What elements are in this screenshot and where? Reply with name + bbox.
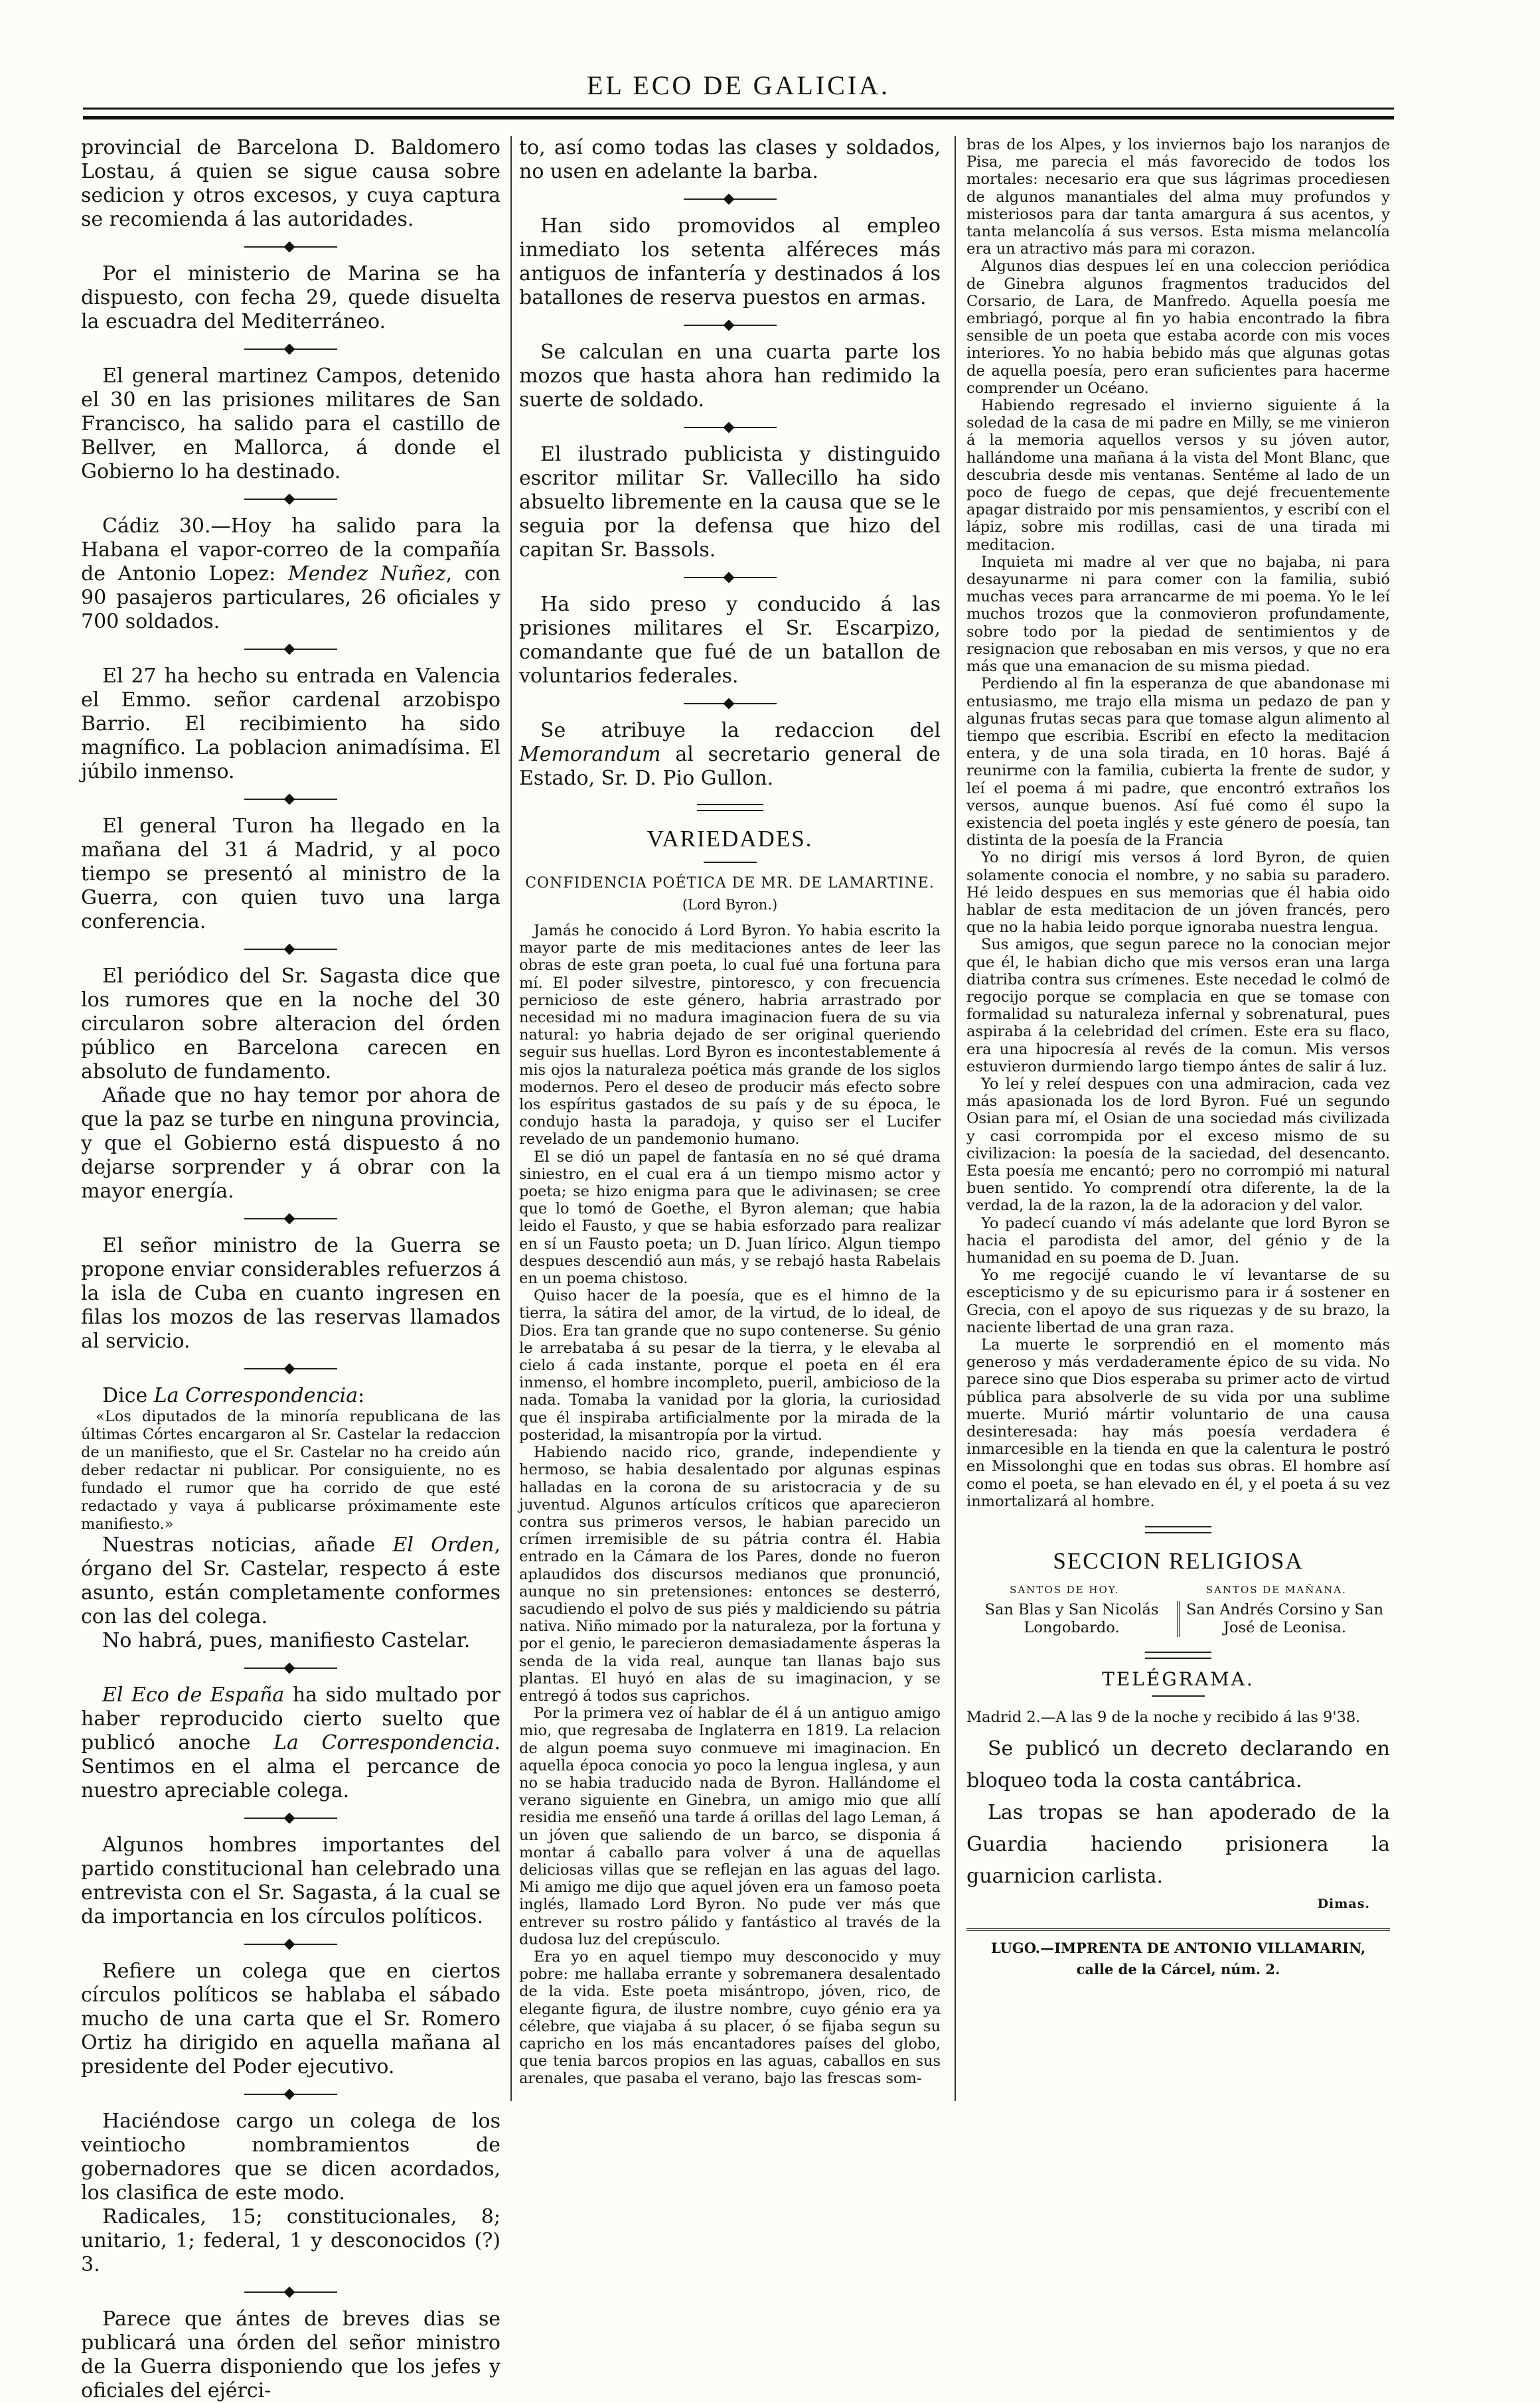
article-paragraph: Habiendo nacido rico, grande, independiente y hermoso, se habia desalentado por algunas espinas halladas en la corona de su aristocracia y de su juventud. Algunos artículos críticos que aparecieron contra sus primeros versos, le habian parecido un crímen irremisible de su pátria contra él. Habia entrado en la Cámara de los Pares, donde no fueron aplaudidos dos discursos medianos que pronunció, aunque no sin pretensiones: entonces se desterró, sacudiendo el polvo de sus piés y maldiciendo su pátria nativa. Niño mimado por la naturaleza, por la fortuna y por el genio, le parecieron demasiadamente ásperas la senda de la vida real, aunque tan llanas bajo sus plantas. El huyó en alas de su imaginacion, y se entregó á todos sus caprichos. (519, 1444, 941, 1705)
news-item: Cádiz 30.—Hoy ha salido para la Habana el vapor-correo de la compañía de Antonio Lopez: Mendez Nuñez, con 90 pasajeros particulares, 26 oficiales y 700 soldados. (81, 514, 501, 633)
separator (684, 198, 777, 200)
news-item: El general martinez Campos, detenido el 30 en las prisiones militares de San Francisco, ha salido para el castillo de Bellver, en Mallorca, á donde el Gobierno lo ha destinado. (81, 364, 501, 483)
news-item: El 27 ha hecho su entrada en Valencia el Emmo. señor cardenal arzobispo Barrio. El recibimiento ha sido magnífico. La poblacion animadísima. El júbilo inmenso. (81, 664, 501, 783)
article-paragraph: La muerte le sorprendió en el momento más generoso y más verdaderamente épico de su vida. No parece sino que Dios esperaba su primer acto de virtud pública para absolverle de su vida por una sublime muerte. Murió mártir voluntario de una causa desinteresada: hay más poesía verdadera é inmarcesible en la tienda en que la calentura le postró en Missolonghi que en todas sus obras. El hombre así como el poeta, se han elevado en él, y el poeta á su vez inmortalizará al hombre. (966, 1336, 1390, 1510)
double-rule (697, 804, 763, 811)
masthead-title: EL ECO DE GALICIA. (586, 70, 891, 100)
document-name: Memorandum (519, 743, 661, 766)
santos-manana-label: SANTOS DE MAÑANA. (1205, 1584, 1347, 1596)
telegram-text: Las tropas se han apoderado de la Guardia haciendo prisionera la guarnicion carlista. (966, 1801, 1390, 1889)
short-rule (704, 862, 757, 863)
news-item: El Eco de España ha sido multado por haber reproducido cierto suelto que publicó anoche La Correspondencia. Sentimos en el alma el percance de nuestro apreciable colega. (81, 1683, 501, 1802)
ship-name: Mendez Nuñez (287, 562, 446, 585)
imprint-rule (966, 1928, 1390, 1931)
news-item: El ilustrado publicista y distinguido escritor militar Sr. Vallecillo ha sido absuelto libremente en la causa que se le seguia por la defensa que hizo del capitan Sr. Bassols. (519, 443, 941, 562)
separator (244, 1818, 337, 1819)
separator (244, 246, 337, 248)
news-item: Nuestras noticias, añade El Orden, órgano del Sr. Castelar, respecto á este asunto, están completamente conformes con las del colega. (81, 1533, 501, 1628)
separator (244, 499, 337, 500)
article-paragraph: Algunos dias despues leí en una coleccion periódica de Ginebra algunos fragmentos traducidos del Corsario, de Lara, de Manfredo. Aquella poesía me embriagó, porque al fin yo habia encontrado la fibra sensible de un poeta que estaba acorde con mis voces interiores. Yo no habia bebido más que algunas gotas de aquella poesía, pero eran suficientes para hacerme comprender un Océano. (966, 258, 1390, 397)
news-item: Parece que ántes de breves dias se publicará una órden del señor ministro de la Guerra disponiendo que los jefes y oficiales del ejérci- (81, 2307, 501, 2402)
saints-row (966, 1601, 1390, 1637)
news-item: Se calculan en una cuarta parte los mozos que hasta ahora han redimido la suerte de soldado. (519, 341, 941, 412)
newspaper-name: La Correspondencia (273, 1731, 495, 1754)
santos-hoy-names: San Blas y San Nicolás Longobardo. (966, 1601, 1180, 1637)
telegram-text: Se publicó un decreto declarando en bloqueo toda la costa cantábrica. (966, 1737, 1390, 1793)
separator (684, 703, 777, 704)
news-item: El señor ministro de la Guerra se propone enviar considerables refuerzos á la isla de Cuba en cuanto ingresen en filas los mozos de las reservas llamados al servicio. (81, 1234, 501, 1353)
news-item: Haciéndose cargo un colega de los veintiocho nombramientos de gobernadores que se dicen acordados, los clasifica de este modo. (81, 2110, 501, 2205)
column-divider (510, 136, 512, 2101)
column-1 (81, 136, 501, 2403)
separator (244, 1944, 337, 1945)
saints-headers (966, 1584, 1390, 1596)
article-paragraph: Jamás he conocido á Lord Byron. Yo habia escrito la mayor parte de mis meditaciones antes de leer las obras de este gran poeta, lo cual fué una fortuna para mí. El poder silvestre, pintoresco, y con frecuencia pernicioso de este género, habria arrastrado por necesidad mi no madura imaginacion fuera de su via natural: yo habria dejado de ser original queriendo seguir sus huellas. Lord Byron es incontestablemente á mis ojos la naturaleza poética más grande de los siglos modernos. Pero el deseo de producir más efecto sobre los espíritus gastados de su país y de su época, le condujo hasta la paradoja, y quiso ser el Lucifer revelado de un pandemonio humano. (519, 922, 941, 1148)
article-paragraph: Perdiendo al fin la esperanza de que abandonase mi entusiasmo, me trajo ella misma un pedazo de pan y algunas frutas secas para que tomase algun alimento al tiempo que escribia. Escribí en efecto la meditacion entera, y de una sola tirada, en 10 horas. Bajé á reunirme con la familia, cubierta la frente de sudor, y leí el poema á mi padre, que encontró extraños los versos, aunque buenos. Así fué como él supo la existencia del poeta inglés y este género de poesía, tan distinta de la poesía de la Francia (966, 675, 1390, 850)
telegram-title: TELÉGRAMA. (1102, 1668, 1255, 1691)
article-title: CONFIDENCIA POÉTICA DE MR. DE LAMARTINE. (525, 875, 935, 891)
article-paragraph: Inquieta mi madre al ver que no bajaba, ni para desayunarme ni para comer con la familia, subió muchas veces para arrancarme de mi poema. Yo le leí muchos trozos que la conmovieron profundamente, sobre todo por la piedad de sentimientos y de resignacion que rebosaban en mis versos, y que no era más que una emanacion de su misma piedad. (966, 553, 1390, 676)
santos-manana-names: San Andrés Corsino y San José de Leonisa. (1186, 1601, 1383, 1637)
news-item: Dice La Correspondencia: (102, 1384, 365, 1407)
newspaper-name: El Eco de España (102, 1683, 285, 1707)
separator (244, 649, 337, 650)
double-rule (1145, 1652, 1211, 1659)
article-paragraph: Yo leí y releí despues con una admiracion, cada vez más apasionada los de lord Byron. Fué un segundo Osian para mí, el Osian de una sociedad más civilizada y casi corrompida por el exceso mismo de su civilizacion: la poesía de la saciedad, del desencanto. Esta poesía me encantó; pero no corrompió mi natural buen sentido. Yo comprendí otra diferente, la de la verdad, la de la razon, la de la adoracion y del valor. (966, 1075, 1390, 1215)
double-rule (1145, 1526, 1211, 1533)
column-divider (955, 136, 956, 2101)
newspaper-name: La Correspondencia (153, 1384, 358, 1407)
news-item: Algunos hombres importantes del partido constitucional han celebrado una entrevista con el Sr. Sagasta, á la cual se da importancia en los círculos políticos. (81, 1833, 501, 1928)
news-item: to, así como todas las clases y soldados, no usen en adelante la barba. (519, 136, 941, 183)
newspaper-name: El Orden (392, 1533, 495, 1557)
article-paragraph: Sus amigos, que segun parece no la conocian mejor que él, le habian dicho que mis versos eran una larga diatriba contra sus crímenes. Este necedad le colmó de regocijo porque se complacia en que se tomase con formalidad su naturaleza infernal y sobrenatural, pues aspiraba á la celebridad del crímen. Este era su flaco, era una hipocresía al revés de la comun. Mis versos estuvieron durmiendo largo tiempo ántes de salir á luz. (966, 936, 1390, 1075)
article-paragraph: Yo padecí cuando ví más adelante que lord Byron se hacia el parodista del amor, del génio y de la humanidad en su poema de D. Juan. (966, 1214, 1390, 1267)
masthead-rule (83, 108, 1394, 119)
separator (244, 2291, 337, 2293)
separator (244, 949, 337, 950)
news-item: El periódico del Sr. Sagasta dice que los rumores que en la noche del 30 circularon sobre alteracion del órden público en Barcelona carecen en absoluto de fundamento. (81, 965, 501, 1083)
separator (684, 325, 777, 326)
telegram-dateline: Madrid 2.—A las 9 de la noche y recibido á las 9'38. (966, 1709, 1361, 1727)
article-paragraph: Por la primera vez oí hablar de él á un antiguo amigo mio, que regresaba de Inglaterra en 1819. La relacion de algun poema suyo conmueve mi imaginacion. En aquella época conocia yo poco la lengua inglesa, y aun no se habia traducido nada de Byron. Hallándome el verano siguiente en Ginebra, un amigo mio que allí residia me enseñó una tarde á orillas del lago Leman, á un jóven que saliendo de un barco, se disponia á montar á caballo para volver á una de aquellas deliciosas villas que se reflejan en las aguas del lago. Mi amigo me dijo que aquel jóven era un famoso poeta inglés, llamado Lord Byron. No pude ver más que entrever su rostro pálido y fantástico al través de la dudosa luz del crepúsculo. (519, 1705, 941, 1948)
news-item: provincial de Barcelona D. Baldomero Lostau, á quien se sigue causa sobre sedicion y otros excesos, y cuya captura se recomienda á las autoridades. (81, 136, 501, 231)
imprint-line: LUGO.—IMPRENTA DE ANTONIO VILLAMARIN, (990, 1940, 1366, 1957)
telegram-signature: Dimas. (1317, 1897, 1370, 1912)
quoted-text: «Los diputados de la minoría republicana de las últimas Córtes encargaron al Sr. Castelar la redaccion de un manifiesto, que el Sr. Castelar no ha creido aún deber redactar ni publicar. Por consiguiente, no es fundado el rumor que ha corrido de que esté redactado y vaya á publicarse próximamente este manifiesto.» (81, 1408, 501, 1533)
imprint-line: calle de la Cárcel, núm. 2. (1076, 1961, 1280, 1978)
news-item: Añade que no hay temor por ahora de que la paz se turbe en ninguna provincia, y que el Gobierno está dispuesto á no dejarse sorprender y á obrar con la mayor energía. (81, 1084, 501, 1203)
article-paragraph: Habiendo regresado el invierno siguiente á la soledad de la casa de mi padre en Milly, se me vinieron á la memoria aquellos versos y su jóven autor, hallándome una mañana á la vista del Mont Blanc, que descubria desde mis ventanas. Sentéme al lado de un poco de fuego de cepas, que dejé frecuentemente apagar distraido por mis pensamientos, y escribí con el lápiz, sobre mis rodillas, casi de una tirada mi meditacion. (966, 397, 1390, 554)
article-paragraph: Yo me regocijé cuando le ví levantarse de su escepticismo y de su epicurismo para ir á sostener en Grecia, con el apoyo de sus riquezas y de su brazo, la naciente libertad de una gran raza. (966, 1267, 1390, 1336)
news-item: Refiere un colega que en ciertos círculos políticos se hablaba el sábado mucho de una carta que el Sr. Romero Ortiz ha dirigido en aquella mañana al presidente del Poder ejecutivo. (81, 1960, 501, 2078)
separator (244, 1368, 337, 1369)
news-item: Por el ministerio de Marina se ha dispuesto, con fecha 29, quede disuelta la escuadra del Mediterráneo. (81, 262, 501, 333)
separator (684, 577, 777, 578)
news-item: No habrá, pues, manifiesto Castelar. (102, 1629, 471, 1652)
article-paragraph: Quiso hacer de la poesía, que es el himno de la tierra, la sátira del amor, de la virtud, de lo ideal, de Dios. Era tan grande que no supo contenerse. Su génio le arrebataba á su pesar de la tierra, y le elevaba al cielo á cada instante, porque el poeta en él era inmenso, el hombre incompleto, pueril, ambicioso de la nada. Tomaba la vanidad por la gloria, la curiosidad que él inspiraba artificialmente por la mirada de la posteridad, la misantropía por la virtud. (519, 1287, 941, 1444)
news-item: Han sido promovidos al empleo inmediato los setenta alféreces más antiguos de infantería y destinados á los batallones de reserva puestos en armas. (519, 214, 941, 309)
article-paragraph: Yo no dirigí mis versos á lord Byron, de quien solamente conocia el nombre, y no sabia su paradero. Hé leido despues en sus memorias que él habia oido hablar de esta meditacion de un jóven francés, pero que no la habia leido porque ignoraba nuestra lengua. (966, 849, 1390, 937)
separator (244, 349, 337, 350)
separator (244, 1667, 337, 1669)
news-item: Ha sido preso y conducido á las prisiones militares el Sr. Escarpizo, comandante que fué de un batallon de voluntarios federales. (519, 593, 941, 688)
column-3 (966, 136, 1390, 1980)
short-rule (1152, 1695, 1205, 1697)
article-subtitle: (Lord Byron.) (682, 897, 778, 913)
news-item: Se atribuye la redaccion del Memorandum al secretario general de Estado, Sr. D. Pio Gullon. (519, 719, 941, 790)
separator (244, 1218, 337, 1219)
article-paragraph: El se dió un papel de fantasía en no sé qué drama siniestro, en el cual era á un tiempo mismo actor y poeta; se hizo enigma para que le adivinasen; se cree que lo tomó de Goethe, el Byron aleman; que habia leido el Fausto, y que se habia esforzado para realizar en sí un Fausto poeta; un D. Juan lírico. Algun tiempo despues descendió aun más, y se rebajó hasta Rabelais en un poema chistoso. (519, 1148, 941, 1288)
separator (244, 2094, 337, 2095)
section-title-religiosa: SECCION RELIGIOSA (1053, 1548, 1304, 1575)
article-paragraph: bras de los Alpes, y los inviernos bajo los naranjos de Pisa, me parecia el más favorecido de todos los mortales: necesario era que sus lágrimas procediesen de algunos manantiales del alma muy profundos y misteriosos para dar tanta amargura á sus acentos, y tanta melancolía á sus versos. Esta misma melancolía era un atractivo más para mi corazon. (966, 136, 1390, 258)
news-item: Radicales, 15; constitucionales, 8; unitario, 1; federal, 1 y desconocidos (?) 3. (81, 2205, 501, 2276)
article-paragraph: Era yo en aquel tiempo muy desconocido y muy pobre: me hallaba errante y sobremanera desalentado de la vida. Este poeta misántropo, jóven, rico, de elegante figura, de ilustre nombre, cuyo génio era ya célebre, que viajaba á su placer, ó se fijaba segun su capricho en los más encantadores países del globo, que tenia barcos propios en las aguas, caballos en sus arenales, que pasaba el verano, bajo las frescas som- (519, 1948, 941, 2088)
news-item: El general Turon ha llegado en la mañana del 31 á Madrid, y al poco tiempo se presentó al ministro de la Guerra, con quien tuvo una larga conferencia. (81, 814, 501, 933)
column-2 (519, 136, 941, 2088)
section-title-variedades: VARIEDADES. (647, 826, 813, 852)
separator (244, 799, 337, 800)
santos-hoy-label: SANTOS DE HOY. (1010, 1584, 1120, 1596)
separator (684, 427, 777, 428)
